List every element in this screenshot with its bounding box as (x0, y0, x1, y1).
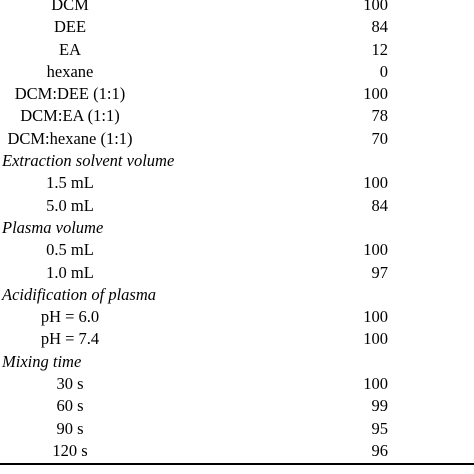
condition-label: 1.0 mL (46, 262, 94, 282)
condition-label: hexane (46, 61, 94, 81)
condition-label: 5.0 mL (46, 195, 94, 215)
recovery-value: 78 (371, 106, 388, 126)
table-row (0, 39, 474, 61)
recovery-value: 100 (363, 84, 388, 104)
recovery-value: 100 (363, 0, 388, 14)
condition-label: DCM (51, 0, 89, 14)
condition-label: pH = 6.0 (40, 307, 100, 327)
condition-label: 1.5 mL (46, 173, 94, 193)
recovery-value: 0 (379, 61, 388, 81)
section-header-row (0, 284, 474, 306)
condition-label: 30 s (56, 374, 84, 394)
section-header-row (0, 217, 474, 239)
condition-label: EA (59, 39, 81, 59)
table-row (0, 306, 474, 328)
table-row (0, 105, 474, 127)
section-header: Mixing time (2, 351, 82, 371)
condition-label: pH = 7.4 (40, 329, 100, 349)
recovery-value: 12 (371, 39, 388, 59)
table-row (0, 418, 474, 440)
condition-label: DEE (53, 17, 87, 37)
condition-label: DCM:hexane (1:1) (7, 128, 133, 148)
section-header-row (0, 150, 474, 172)
recovery-value: 100 (363, 374, 388, 394)
table-row (0, 328, 474, 350)
table-row (0, 373, 474, 395)
section-header: Extraction solvent volume (2, 151, 175, 171)
table-bottom-rule (0, 463, 474, 465)
table-row (0, 172, 474, 194)
recovery-value: 97 (371, 262, 388, 282)
table-row (0, 61, 474, 83)
condition-label: DCM:EA (1:1) (20, 106, 120, 126)
table-row (0, 128, 474, 150)
recovery-value: 100 (363, 240, 388, 260)
recovery-value: 100 (363, 173, 388, 193)
table-row (0, 0, 474, 16)
section-header-row (0, 351, 474, 373)
table-row (0, 262, 474, 284)
table-row (0, 440, 474, 462)
recovery-value: 100 (363, 329, 388, 349)
recovery-value: 100 (363, 307, 388, 327)
condition-label: 90 s (56, 418, 84, 438)
recovery-value: 84 (371, 195, 388, 215)
table-row (0, 239, 474, 261)
table-row (0, 195, 474, 217)
recovery-value: 84 (371, 17, 388, 37)
condition-label: DCM:DEE (1:1) (14, 84, 126, 104)
section-header: Acidification of plasma (2, 284, 156, 304)
condition-label: 60 s (56, 396, 84, 416)
table-row (0, 395, 474, 417)
table-row (0, 83, 474, 105)
recovery-value: 95 (371, 418, 388, 438)
recovery-value: 70 (371, 128, 388, 148)
recovery-value: 99 (371, 396, 388, 416)
condition-label: 120 s (52, 440, 88, 460)
condition-label: 0.5 mL (46, 240, 94, 260)
section-header: Plasma volume (2, 217, 104, 237)
table-row (0, 16, 474, 38)
recovery-value: 96 (371, 440, 388, 460)
